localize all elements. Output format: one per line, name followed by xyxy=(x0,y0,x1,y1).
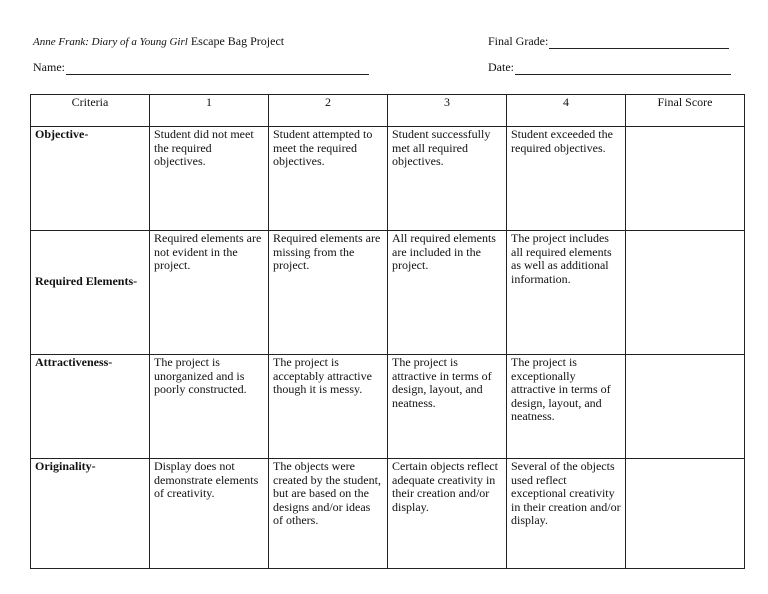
table-cell: The objects were created by the student, but are based on the designs and/or ideas of others. xyxy=(269,459,388,569)
date-blank[interactable] xyxy=(515,63,731,75)
name-label: Name: xyxy=(33,60,65,74)
table-cell: The project is exceptionally attractive in terms of design, layout, and neatness. xyxy=(507,355,626,459)
table-cell: The project is acceptably attractive though it is messy. xyxy=(269,355,388,459)
table-cell: Certain objects reflect adequate creativity in their creation and/or display. xyxy=(388,459,507,569)
column-header-3: 3 xyxy=(388,95,507,127)
book-title: Anne Frank: Diary of a Young Girl xyxy=(33,36,188,48)
criteria-objective: Objective- xyxy=(31,127,150,231)
table-header-row xyxy=(31,95,745,127)
document-title xyxy=(33,34,284,49)
table-cell: Student exceeded the required objectives. xyxy=(507,127,626,231)
table-cell: Student attempted to meet the required objectives. xyxy=(269,127,388,231)
final-score-cell[interactable] xyxy=(626,355,745,459)
final-score-cell[interactable] xyxy=(626,127,745,231)
table-row xyxy=(31,127,745,231)
final-score-cell[interactable] xyxy=(626,231,745,355)
table-cell: Required elements are missing from the project. xyxy=(269,231,388,355)
criteria-attractiveness: Attractiveness- xyxy=(31,355,150,459)
project-title: Escape Bag Project xyxy=(187,34,285,48)
name-field[interactable] xyxy=(33,60,369,75)
table-cell: The project is attractive in terms of design, layout, and neatness. xyxy=(388,355,507,459)
name-blank[interactable] xyxy=(66,63,369,75)
column-header-final-score: Final Score xyxy=(626,95,745,127)
table-row xyxy=(31,459,745,569)
date-label: Date: xyxy=(488,60,514,74)
column-header-1: 1 xyxy=(150,95,269,127)
table-cell: Student did not meet the required objectives. xyxy=(150,127,269,231)
table-cell: Required elements are not evident in the project. xyxy=(150,231,269,355)
rubric-table xyxy=(30,94,745,569)
final-grade-field[interactable] xyxy=(488,34,729,49)
table-cell: Several of the objects used reflect exceptional creativity in their creation and/or display. xyxy=(507,459,626,569)
table-cell: The project includes all required elements as well as additional information. xyxy=(507,231,626,355)
table-cell: Display does not demonstrate elements of creativity. xyxy=(150,459,269,569)
column-header-4: 4 xyxy=(507,95,626,127)
table-cell: All required elements are included in the project. xyxy=(388,231,507,355)
table-row xyxy=(31,231,745,355)
table-cell: Student successfully met all required objectives. xyxy=(388,127,507,231)
column-header-2: 2 xyxy=(269,95,388,127)
table-cell: The project is unorganized and is poorly constructed. xyxy=(150,355,269,459)
table-row xyxy=(31,355,745,459)
date-field[interactable] xyxy=(488,60,731,75)
column-header-criteria: Criteria xyxy=(31,95,150,127)
final-grade-label: Final Grade: xyxy=(488,34,549,48)
criteria-originality: Originality- xyxy=(31,459,150,569)
final-score-cell[interactable] xyxy=(626,459,745,569)
criteria-required-elements: Required Elements- xyxy=(31,231,150,355)
final-grade-blank[interactable] xyxy=(549,37,729,49)
